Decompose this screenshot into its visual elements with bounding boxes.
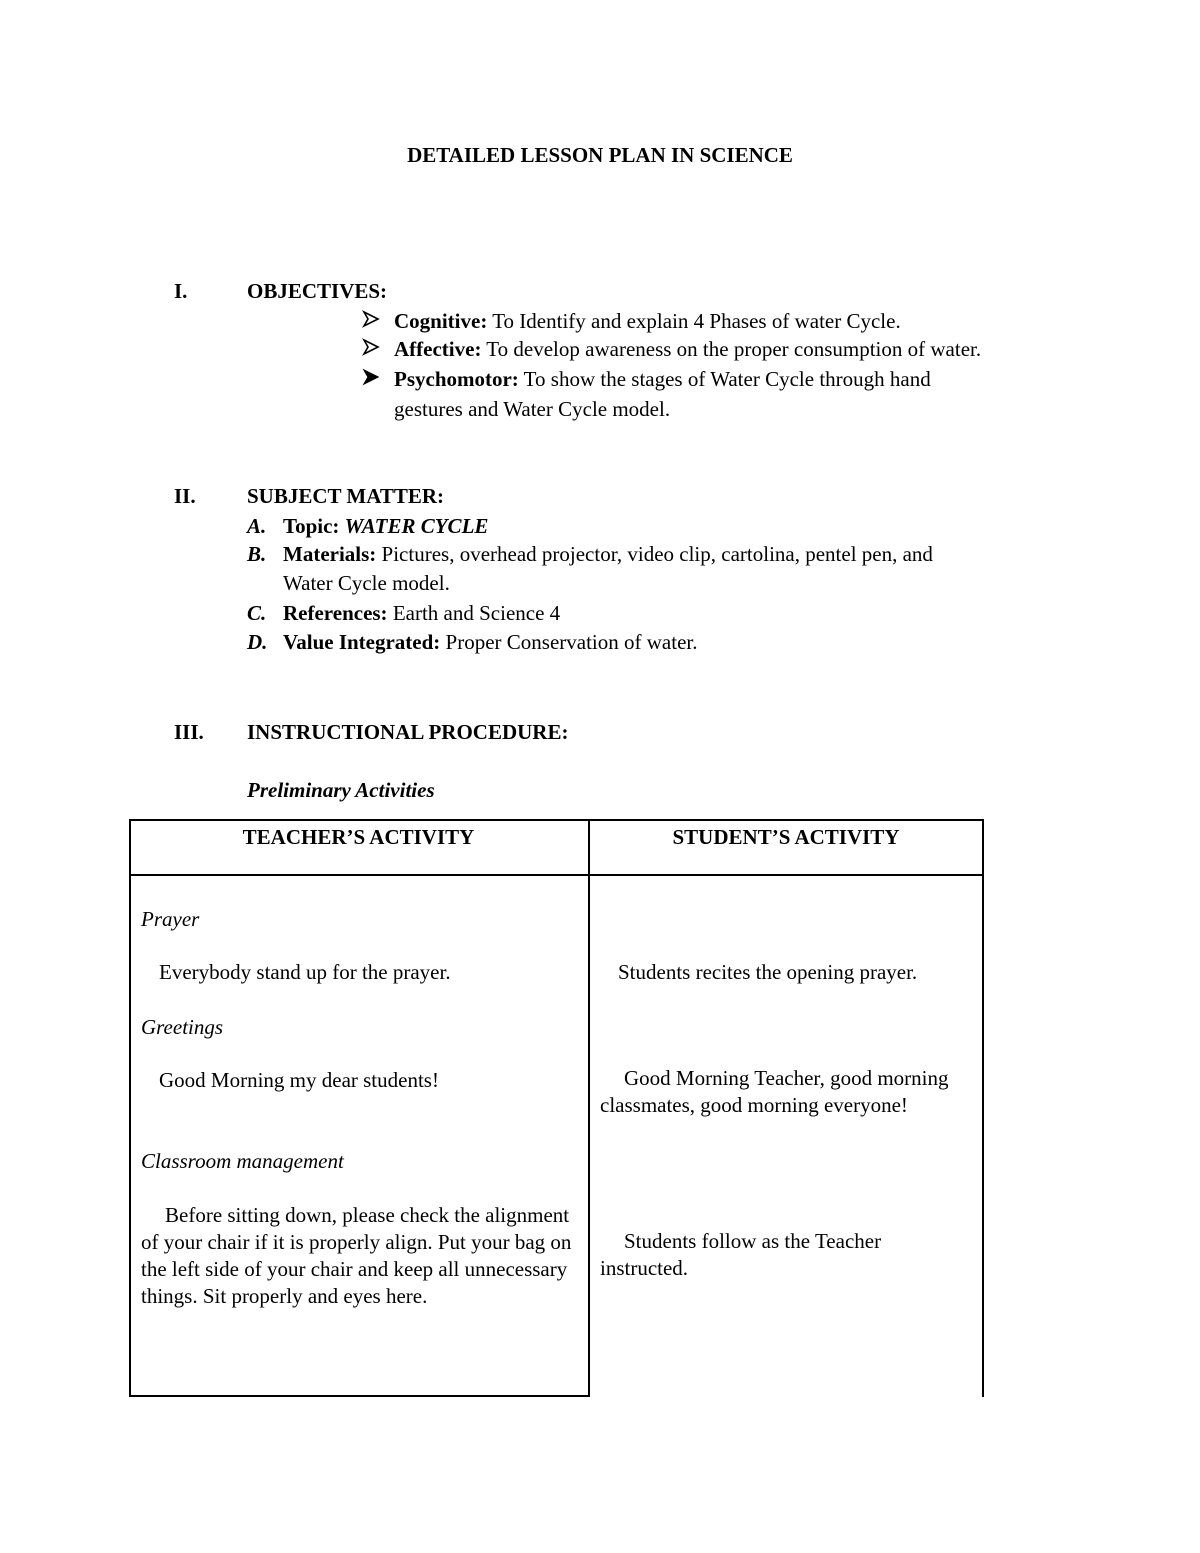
item-label: Materials: [283,542,377,566]
objective-text-continued: gestures and Water Cycle model. [394,397,671,421]
section-number-subject: II. [174,484,196,508]
item-label: Topic: [283,514,340,538]
objective-label: Affective: [394,337,482,361]
item-label: Value Integrated: [283,630,441,654]
table-border-bottom [129,1395,590,1397]
section-heading-subject: SUBJECT MATTER: [247,484,445,508]
section-number-procedure: III. [174,720,204,744]
arrow-bullet-icon [362,309,380,335]
teacher-prayer-label: Prayer [141,907,200,931]
table-border-left [129,819,131,1397]
teacher-prayer-text: Everybody stand up for the prayer. [159,960,451,984]
objective-label: Cognitive: [394,309,488,333]
student-management-response: Students follow as the Teacher instructed. [600,1229,882,1280]
item-letter: A. [247,514,267,538]
subject-value-integrated [283,630,698,655]
objective-text: To develop awareness on the proper consumption of water. [481,337,982,361]
arrow-bullet-icon [362,367,380,393]
item-value: Proper Conservation of water. [440,630,698,654]
table-column-divider [588,819,590,1397]
document-title: DETAILED LESSON PLAN IN SCIENCE [407,143,793,167]
student-greetings-response: Good Morning Teacher, good morning classmates, good morning everyone! [600,1066,949,1117]
arrow-bullet-icon [362,337,380,363]
table-border-right [982,819,984,1397]
item-label: References: [283,601,388,625]
objective-text: To Identify and explain 4 Phases of water Cycle. [487,309,901,333]
student-prayer-response: Students recites the opening prayer. [618,960,918,984]
activity-table [129,819,984,1397]
table-border-top [129,819,984,821]
subject-materials-continued: Water Cycle model. [283,571,450,595]
item-letter: B. [247,542,267,566]
section-heading-objectives: OBJECTIVES: [247,279,388,303]
item-value: Earth and Science 4 [387,601,561,625]
section-number-objectives: I. [174,279,188,303]
item-value: Pictures, overhead projector, video clip, cartolina, pentel pen, and [376,542,933,566]
subject-references [283,601,560,626]
objective-text: To show the stages of Water Cycle through hand [518,367,931,391]
header-student-activity: STUDENT’S ACTIVITY [672,825,900,849]
item-value: WATER CYCLE [344,514,489,538]
teacher-management-label: Classroom management [141,1149,344,1173]
teacher-greetings-text: Good Morning my dear students! [159,1068,439,1092]
subject-topic [283,514,488,539]
teacher-management-text: Before sitting down, please check the alignment of your chair if it is properly align. Put your bag on the left side of your chair and keep all unnecessary things. Sit properly and eyes here. [141,1203,572,1308]
objective-label: Psychomotor: [394,367,519,391]
header-teacher-activity: TEACHER’S ACTIVITY [242,825,475,849]
section-heading-procedure: INSTRUCTIONAL PROCEDURE: [247,720,569,744]
teacher-greetings-label: Greetings [141,1015,224,1039]
item-letter: C. [247,601,267,625]
subject-materials [283,542,933,567]
procedure-subheading: Preliminary Activities [247,778,435,802]
item-letter: D. [247,630,268,654]
table-header-divider [129,874,984,876]
